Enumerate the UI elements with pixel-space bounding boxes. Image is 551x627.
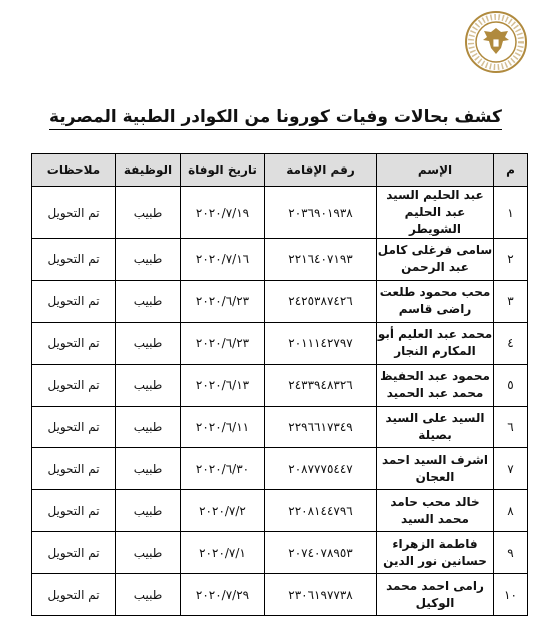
- table-row: [32, 406, 528, 448]
- row-death-date: ٢٠٢٠/٧/١٩: [181, 187, 265, 239]
- row-num: ٢: [494, 239, 528, 281]
- row-notes: تم التحويل: [32, 364, 116, 406]
- row-notes: تم التحويل: [32, 187, 116, 239]
- row-residence: ٢٢١٦٤٠٧١٩٣: [265, 239, 377, 281]
- table-row: [32, 490, 528, 532]
- header-death-date: تاريخ الوفاة: [181, 154, 265, 187]
- row-name: اشرف السيد احمد العجان: [377, 448, 494, 490]
- row-residence: ٢٤٢٥٣٨٧٤٢٦: [265, 280, 377, 322]
- table-row: [32, 574, 528, 616]
- header-name: الإسم: [377, 154, 494, 187]
- row-residence: ٢٤٣٣٩٤٨٣٢٦: [265, 364, 377, 406]
- row-notes: تم التحويل: [32, 322, 116, 364]
- row-residence: ٢٣٠٦١٩٧٧٣٨: [265, 574, 377, 616]
- row-num: ٧: [494, 448, 528, 490]
- row-residence: ٢٠٧٤٠٧٨٩٥٣: [265, 532, 377, 574]
- row-job: طبيب: [116, 322, 181, 364]
- deaths-table: [31, 153, 528, 616]
- header-residence: رقم الإقامة: [265, 154, 377, 187]
- row-num: ١٠: [494, 574, 528, 616]
- row-name: السيد على السيد بصيلة: [377, 406, 494, 448]
- row-num: ٩: [494, 532, 528, 574]
- row-death-date: ٢٠٢٠/٧/١٦: [181, 239, 265, 281]
- row-residence: ٢٠٨٧٧٧٥٤٤٧: [265, 448, 377, 490]
- row-job: طبيب: [116, 574, 181, 616]
- row-job: طبيب: [116, 532, 181, 574]
- table-row: [32, 239, 528, 281]
- row-notes: تم التحويل: [32, 239, 116, 281]
- ministry-logo: [464, 10, 528, 74]
- row-num: ٣: [494, 280, 528, 322]
- row-residence: ٢٢٠٨١٤٤٧٩٦: [265, 490, 377, 532]
- row-name: محب محمود طلعت راضى قاسم: [377, 280, 494, 322]
- row-notes: تم التحويل: [32, 448, 116, 490]
- row-death-date: ٢٠٢٠/٦/١١: [181, 406, 265, 448]
- document-title: كشف بحالات وفيات كورونا من الكوادر الطبية المصرية: [0, 107, 551, 127]
- row-num: ١: [494, 187, 528, 239]
- row-num: ٥: [494, 364, 528, 406]
- row-death-date: ٢٠٢٠/٦/٣٠: [181, 448, 265, 490]
- row-job: طبيب: [116, 364, 181, 406]
- table-row: [32, 532, 528, 574]
- row-notes: تم التحويل: [32, 490, 116, 532]
- row-residence: ٢٠١١١٤٢٧٩٧: [265, 322, 377, 364]
- row-notes: تم التحويل: [32, 406, 116, 448]
- table-row: [32, 187, 528, 239]
- row-num: ٨: [494, 490, 528, 532]
- row-notes: تم التحويل: [32, 574, 116, 616]
- row-name: سامى فرغلى كامل عبد الرحمن: [377, 239, 494, 281]
- row-num: ٦: [494, 406, 528, 448]
- row-death-date: ٢٠٢٠/٦/٢٣: [181, 322, 265, 364]
- row-name: عبد الحليم السيد عبد الحليم الشويطر: [377, 187, 494, 239]
- row-name: فاطمة الزهراء حسانين نور الدين: [377, 532, 494, 574]
- header-job: الوظيفة: [116, 154, 181, 187]
- row-residence: ٢٢٩٦٦١٧٣٤٩: [265, 406, 377, 448]
- row-job: طبيب: [116, 280, 181, 322]
- table-row: [32, 280, 528, 322]
- row-name: محمد عبد العليم أبو المكارم النجار: [377, 322, 494, 364]
- row-name: محمود عبد الحفيظ محمد عبد الحميد: [377, 364, 494, 406]
- row-death-date: ٢٠٢٠/٦/٢٣: [181, 280, 265, 322]
- eagle-emblem-icon: [464, 10, 528, 74]
- header-notes: ملاحظات: [32, 154, 116, 187]
- row-death-date: ٢٠٢٠/٧/٢٩: [181, 574, 265, 616]
- row-residence: ٢٠٣٦٩٠١٩٣٨: [265, 187, 377, 239]
- row-notes: تم التحويل: [32, 532, 116, 574]
- row-notes: تم التحويل: [32, 280, 116, 322]
- row-job: طبيب: [116, 187, 181, 239]
- row-death-date: ٢٠٢٠/٦/١٣: [181, 364, 265, 406]
- row-name: رامى احمد محمد الوكيل: [377, 574, 494, 616]
- row-job: طبيب: [116, 448, 181, 490]
- header-num: م: [494, 154, 528, 187]
- row-job: طبيب: [116, 406, 181, 448]
- table-row: [32, 322, 528, 364]
- row-num: ٤: [494, 322, 528, 364]
- row-job: طبيب: [116, 490, 181, 532]
- table-header-row: [32, 154, 528, 187]
- row-death-date: ٢٠٢٠/٧/٢: [181, 490, 265, 532]
- row-job: طبيب: [116, 239, 181, 281]
- table-row: [32, 364, 528, 406]
- row-name: خالد محب حامد محمد السيد: [377, 490, 494, 532]
- table-row: [32, 448, 528, 490]
- row-death-date: ٢٠٢٠/٧/١: [181, 532, 265, 574]
